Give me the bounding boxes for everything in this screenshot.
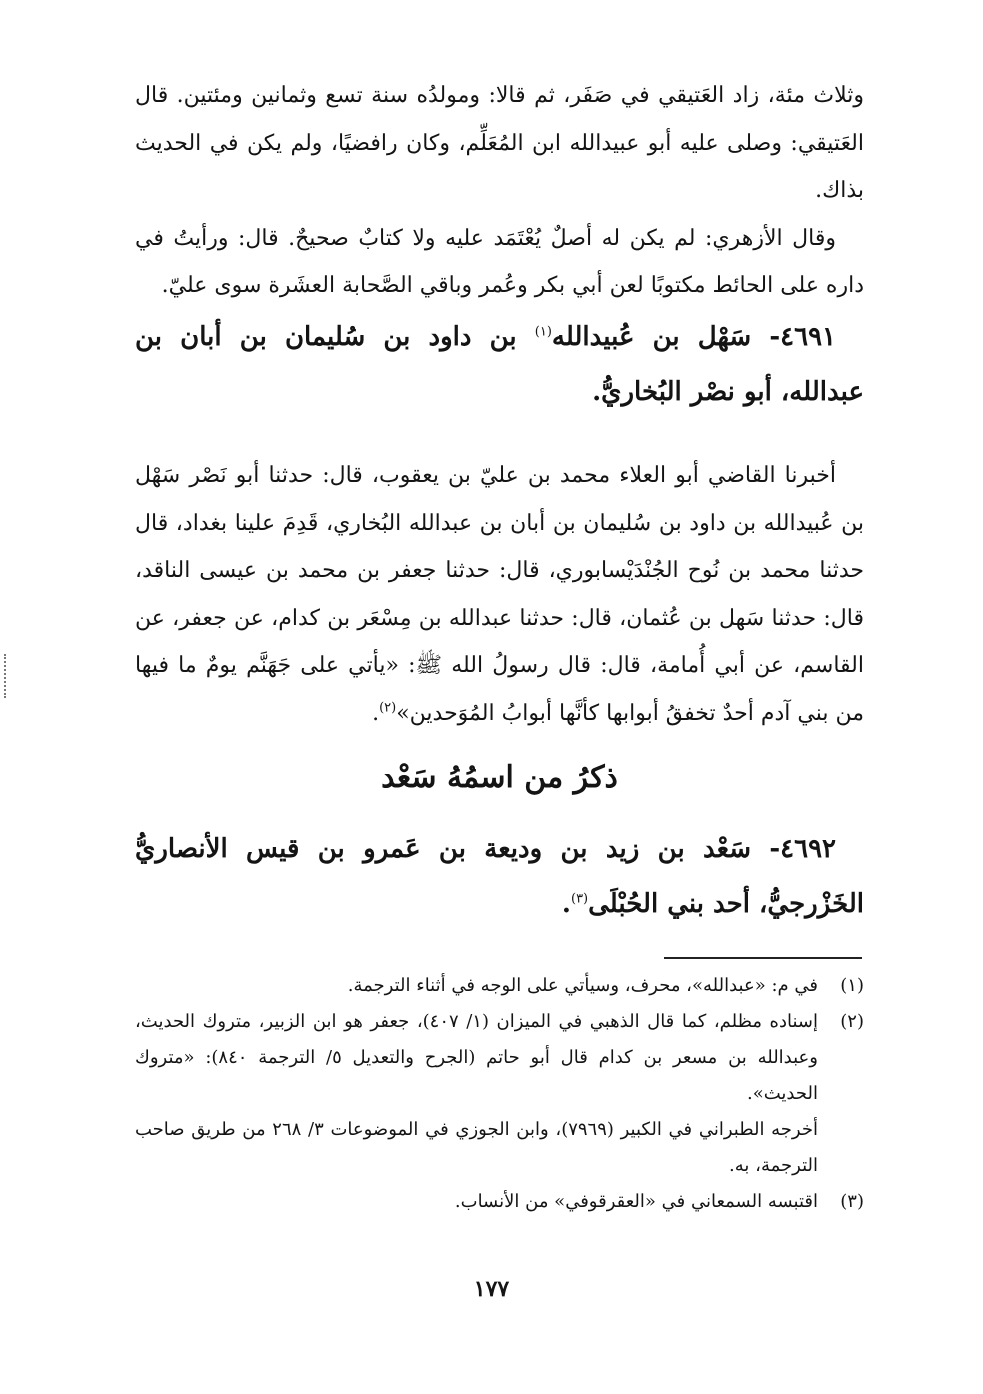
footnote-number: (١): [840, 975, 864, 996]
footnote: [135, 1184, 864, 1220]
footnote-reference: (٣): [570, 891, 589, 907]
entry-title-continued: .: [561, 889, 571, 919]
footnote-number: (٢): [840, 1011, 864, 1032]
footnote-text: إسناده مظلم، كما قال الذهبي في الميزان (١/ ٤٠٧)، جعفر هو ابن الزبير، متروك الحديث، وعبدالله بن مسعر بن كدام قال أبو حاتم (الجرح والتعديل ٥/ الترجمة ٨٤٠): «متروك الحديث».: [135, 1011, 818, 1104]
footnote: [135, 968, 864, 1004]
entry-title: ٤٦٩١- سَهْل بن عُبيدالله: [551, 321, 836, 352]
paragraph: وثلاث مئة، زاد العَتيقي في صَفَر، ثم قالا: ومولدُه سنة تسع وثمانين ومئتين. قال العَتيقي: وصلى عليه أبو عبيدالله ابن المُعَلِّم، وكان رافضيًا، ولم يكن في الحديث بذاك.: [135, 83, 865, 203]
narration: أخبرنا القاضي أبو العلاء محمد بن عليّ بن يعقوب، قال: حدثنا أبو نَصْر سَهْل بن عُبيدالله بن داود بن سُليمان بن أبان بن عبدالله البُخاري، قَدِمَ علينا بغداد، قال حدثنا محمد بن نُوح الجُنْدَيْسابوري، قال: حدثنا جعفر بن محمد بن عيسى الناقد، قال: حدثنا سَهل بن عُثمان، قال: حدثنا عبدالله بن مِسْعَر بن كدام، عن جعفر، عن القاسم، عن أبي أُمامة، قال: قال رسولُ الله ﷺ: «يأتي على جَهَنَّم يومٌ ما فيها من بني آدم أحدٌ تخفقُ أبوابها كأنَّها أبوابُ المُوَحدين»: [135, 463, 864, 726]
footnote-reference: (٢): [379, 700, 397, 716]
footnote-text: اقتبسه السمعاني في «العقرقوفي» من الأنساب.: [454, 1191, 818, 1212]
entry-title: ٤٦٩٢- سَعْد بن زيد بن وديعة بن عَمرو بن قيس الأنصاريُّ الخَزْرجيُّ، أحد بني الحُبْلَى: [135, 834, 864, 919]
footnote-number: (٣): [840, 1191, 864, 1212]
footnote-continuation: أخرجه الطبراني في الكبير (٧٩٦٩)، وابن الجوزي في الموضوعات ٣/ ٢٦٨ من طريق صاحب الترجمة، به.: [135, 1119, 818, 1176]
section-heading: ذكرُ من اسمُهُ سَعْد: [381, 760, 618, 795]
entry-title-continued: بن داود بن سُليمان بن أبان بن عبدالله، أبو نصْر البُخاريُّ.: [135, 321, 864, 407]
footnote-text: في م: «عبدالله»، محرف، وسيأتي على الوجه في أثناء الترجمة.: [347, 975, 818, 996]
narration-end: .: [372, 700, 380, 726]
footnote: [135, 1004, 864, 1112]
entry-text: [135, 822, 864, 932]
biography-entry-heading: [135, 822, 864, 932]
scan-edge-mark: [4, 654, 8, 698]
footnote-reference: (١): [534, 323, 552, 339]
biography-entry-heading: [135, 310, 864, 420]
page-number: ١٧٧: [473, 1276, 510, 1302]
paragraph: [135, 452, 864, 737]
main-text: [135, 72, 864, 420]
footnote-separator: [664, 957, 862, 959]
paragraph: وقال الأزهري: لم يكن له أصلٌ يُعْتَمَد عليه ولا كتابٌ صحيحٌ. قال: ورأيتُ في داره على الحائط مكتوبًا لعن أبي بكر وعُمر وباقي الصَّحابة العشَرة سوى عليّ.: [135, 225, 864, 298]
footnotes: [135, 968, 864, 1220]
narration-text: [135, 452, 864, 737]
